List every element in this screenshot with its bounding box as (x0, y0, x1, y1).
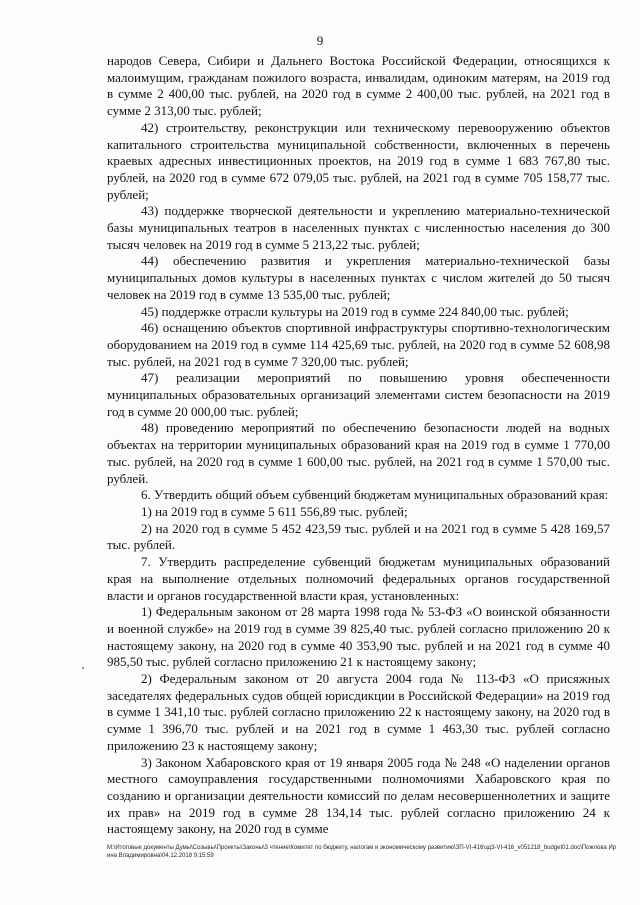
paragraph: 1) на 2019 год в сумме 5 611 556,89 тыс. рублей; (141, 503, 408, 519)
paragraph: 47) реализации мероприятий по повышению уровня обеспеченности муниципальных образовательных организаций элементами систем безопасности на 2019 год в сумме 20 000,00 тыс. рублей; (107, 370, 610, 419)
body-text (107, 53, 610, 838)
paragraph: 42) строительству, реконструкции или техническому перевооружению объектов капитального строительства муниципальной собственности, включенных в перечень краевых адресных инвестиционных проектов, на 2019 год в сумме 1 683 767,80 тыс. рублей, на 2020 год в сумме 672 079,05 тыс. рублей, на 2021 год в сумме 705 158,77 тыс. рублей; (107, 119, 610, 202)
paragraph: 43) поддержке творческой деятельности и укреплению материально-технической базы муниципальных театров в населенных пунктах с численностью населения до 300 тысяч человек на 2019 год в сумме 5 213,22 тыс. рублей; (107, 203, 610, 252)
paragraph: 48) проведению мероприятий по обеспечению безопасности людей на водных объектах на территории муниципальных образований края на 2019 год в сумме 1 770,00 тыс. рублей, на 2020 год в сумме 1 600,00 тыс. рублей, на 2021 год в сумме 1 570,00 тыс. рублей. (107, 420, 610, 486)
scan-speck (82, 667, 84, 669)
paragraph: 6. Утвердить общий объем субвенций бюджетам муниципальных образований края: (141, 487, 609, 503)
paragraph: 45) поддержке отрасли культуры на 2019 год в сумме 224 840,00 тыс. рублей; (141, 303, 569, 319)
paragraph: 2) Федеральным законом от 20 августа 2004 года № 113-ФЗ «О присяжных заседателях федеральных судов общей юрисдикции в Российской Федерации» на 2019 год в сумме 1 341,10 тыс. рублей согласно приложению 22 к настоящему закону, на 2020 год в сумме 1 396,70 тыс. рублей и на 2021 год в сумме 1 463,30 тыс. рублей согласно приложению 23 к настоящему закону; (107, 671, 610, 753)
page-number: 9 (316, 33, 324, 48)
paragraph: 44) обеспечению развития и укрепления материально-технической базы муниципальных домов культуры в населенных пунктах с числом жителей до 50 тысяч человек на 2019 год в сумме 13 535,00 тыс. рублей; (107, 253, 610, 302)
paragraph: 3) Законом Хабаровского края от 19 января 2005 года № 248 «О наделении органов местного самоуправления государственными полномочиями Хабаровского края по созданию и организации деятельности комиссий по делам несовершеннолетних и защите их прав» на 2019 год в сумме 28 134,14 тыс. рублей согласно приложению 24 к настоящему закону, на 2020 год в сумме (107, 754, 610, 837)
paragraph: 2) на 2020 год в сумме 5 452 423,59 тыс. рублей и на 2021 год в сумме 5 428 169,57 тыс. рублей. (107, 520, 610, 553)
footer-file-path: М:\Итоговые документы Думы\Созывы\Проекты\Законы\3 чтение\Комитет по бюджету, налогам и экономическому развитию\ЗП-VI-416\зд3-VI-416_v051218_budget01.doc\Пожлова Ирина Владимировна\04.12.2018 9:15:59 (107, 845, 617, 859)
paragraph: народов Севера, Сибири и Дальнего Востока Российской Федерации, относящихся к малоимущим, гражданам пожилого возраста, инвалидам, одиноким матерям, на 2019 год в сумме 2 400,00 тыс. рублей, на 2020 год в сумме 2 400,00 тыс. рублей, на 2021 год в сумме 2 313,00 тыс. рублей; (107, 53, 610, 119)
paragraph: 46) оснащению объектов спортивной инфраструктуры спортивно-технологическим оборудованием на 2019 год в сумме 114 425,69 тыс. рублей, на 2020 год в сумме 52 608,98 тыс. рублей, на 2021 год в сумме 7 320,00 тыс. рублей; (107, 320, 610, 369)
paragraph: 7. Утвердить распределение субвенций бюджетам муниципальных образований края на выполнение отдельных полномочий федеральных органов государственной власти и органов государственной власти края, установленных: (107, 554, 610, 603)
paragraph: 1) Федеральным законом от 28 марта 1998 года № 53-ФЗ «О воинской обязанности и военной службе» на 2019 год в сумме 39 825,40 тыс. рублей согласно приложению 20 к настоящему закону, на 2020 год в сумме 40 353,90 тыс. рублей и на 2021 год в сумме 40 985,50 тыс. рублей согласно приложению 21 к настоящему закону; (107, 604, 610, 670)
